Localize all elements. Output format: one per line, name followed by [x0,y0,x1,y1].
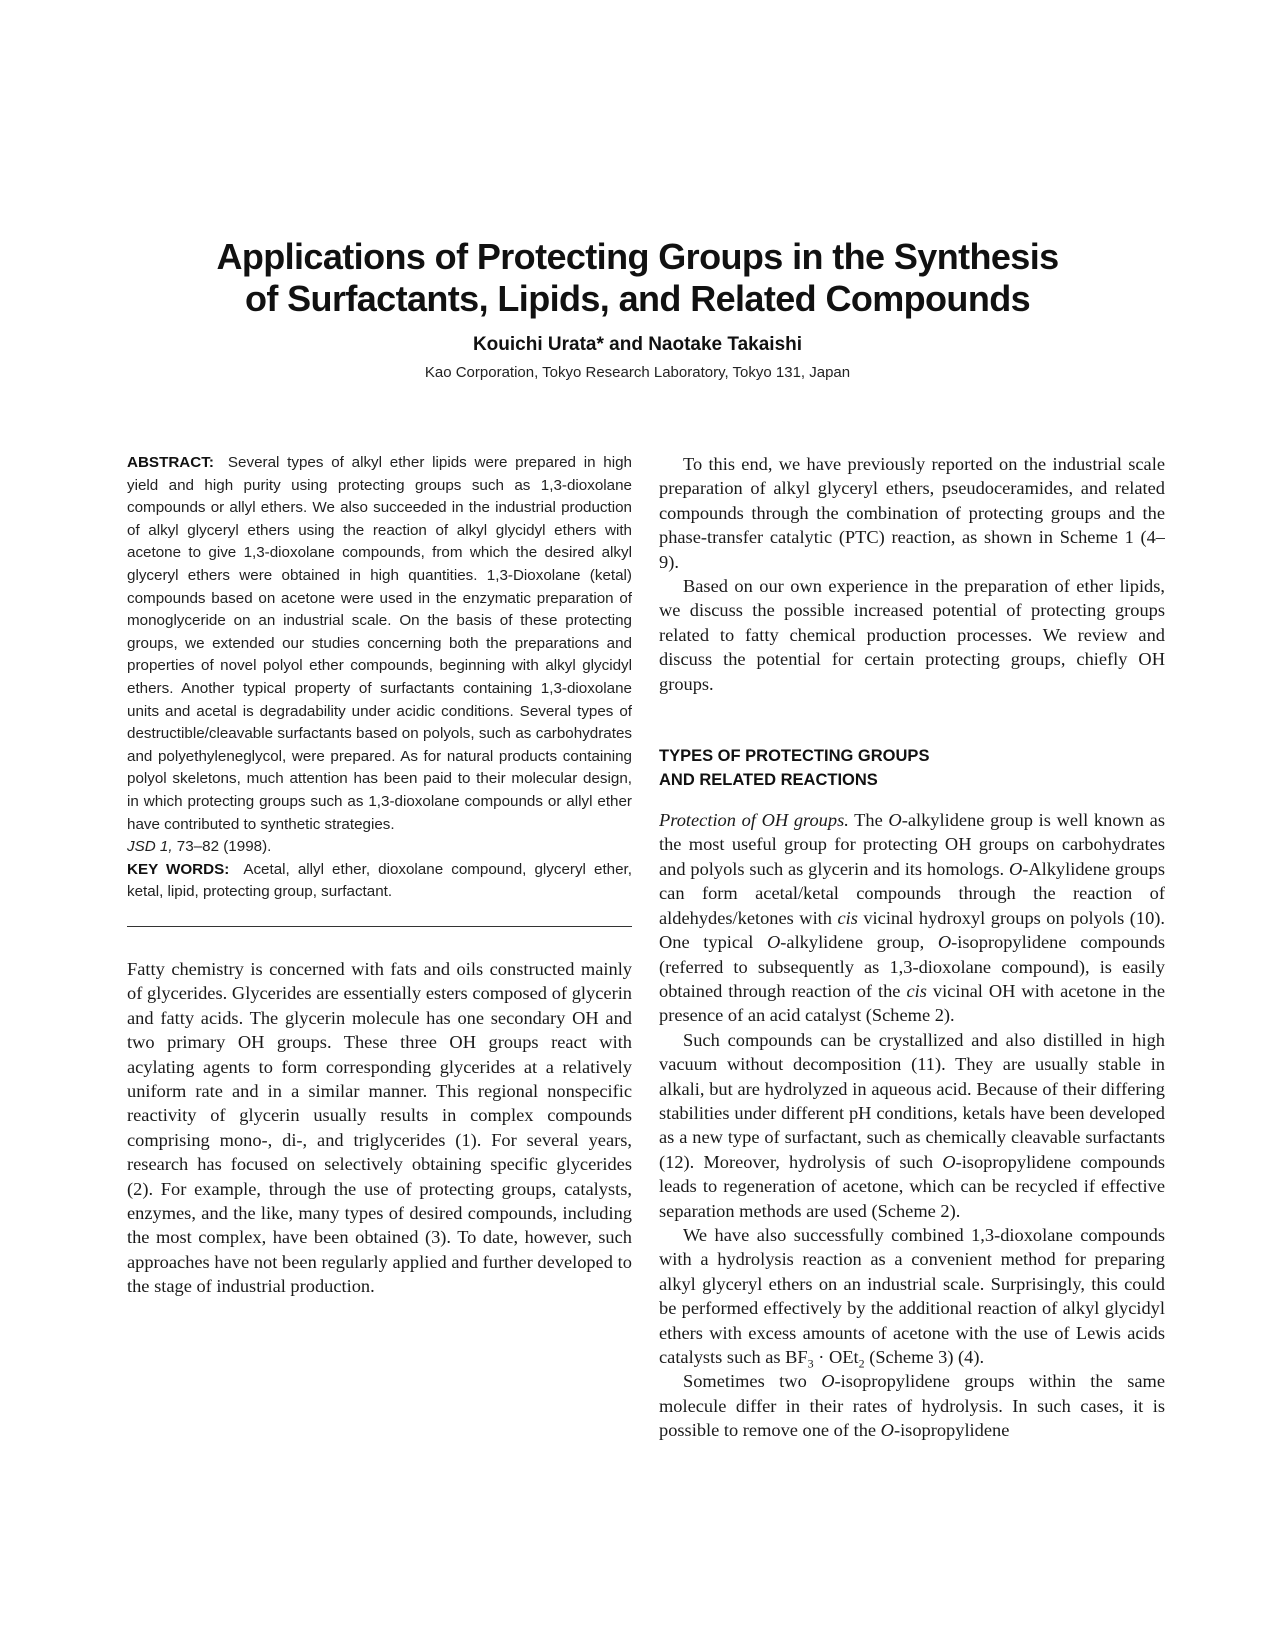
italic-cis: cis [837,907,858,928]
text-run: -alkylidene group is well known as the most useful group for protecting OH groups on carbohydrates and polyols such as glycerin and its homologs. [659,810,1165,879]
article-header [0,236,1275,381]
paragraph-scheme-1: To this end, we have previously reported on the industrial scale preparation of alkyl glyceryl ethers, pseudoceramides, and related compounds through the combination of protecting groups and the phase-transfer catalytic (PTC) reaction, as shown in Scheme 1 (4–9). [659,454,1165,572]
subscript: 2 [858,1356,865,1371]
citation-details: 73–82 (1998). [172,838,272,856]
italic-o: O [888,810,902,831]
affiliation: Kao Corporation, Tokyo Research Laboratory, Tokyo 131, Japan [424,364,851,381]
italic-o: O [880,1420,894,1441]
italic-o: O [942,1151,956,1172]
text-run: · OEt [813,1347,859,1367]
subheading-oh: Protection of OH groups. [659,810,849,831]
italic-o: O [937,932,952,953]
abstract [127,452,632,859]
italic-o: O [1008,858,1023,879]
text-run: We have also successfully combined 1,3-dioxolane compounds with a hydrolysis reaction as a convenient method for preparing alkyl glyceryl ethers on an industrial scale. Surprisingly, this could be performed effectively by the additional reaction of alkyl glycidyl ethers with excess amounts of acetone with the use of Lewis acids catalysts such as BF [659,1224,1165,1367]
section-heading-line-2: AND RELATED REACTIONS [659,771,878,790]
title-line-1: Applications of Protecting Groups in the Synthesis [216,236,1059,277]
text-run: -alkylidene group, [780,932,938,953]
paragraph-hydrolysis [659,1223,1165,1369]
text-run: -isopropylidene groups within the same molecule differ in their rates of hydrolysis. In such cases, it is possible to remove one of the [659,1371,1165,1441]
right-column [659,452,1165,1573]
text-run: (Scheme 3) (4). [864,1347,985,1367]
text-run: -isopropylidene [893,1420,1010,1441]
abstract-divider [127,926,632,927]
text-run: -isopropylidene compounds (referred to subsequently as 1,3-dioxolane compound), is easily obtained through reaction of the [659,932,1165,1001]
section-heading-line-1: TYPES OF PROTECTING GROUPS [659,747,930,766]
section-body [659,808,1165,1443]
abstract-label: ABSTRACT: [127,454,214,471]
article-title [0,236,1275,320]
intro-block [127,957,632,1299]
text-run: -isopropylidene compounds leads to regeneration of acetone, which can be recycled if effective separation methods are used (Scheme 2). [659,1151,1165,1221]
text-run: vicinal hydroxyl groups on polyols (10). One typical [659,907,1165,953]
text-run: The [848,810,889,831]
citation-journal: JSD 1, [127,838,173,856]
italic-o: O [821,1371,835,1392]
text-run: Sometimes two [683,1371,822,1392]
paragraph-experience: Based on our own experience in the preparation of ether lipids, we discuss the possible increased potential of protecting groups related to fatty chemical production processes. We review and discuss the potential for certain protecting groups, chiefly OH groups. [659,576,1165,694]
section-heading [659,744,1165,792]
abstract-block [127,452,632,904]
text-run: -Alkylidene groups can form acetal/ketal compounds through the reaction of aldehydes/ketones with [659,858,1165,928]
italic-cis: cis [906,980,927,1001]
keywords-label: KEY WORDS: [127,860,230,878]
left-column [127,452,632,1299]
title-line-2: of Surfactants, Lipids, and Related Compounds [244,278,1031,319]
intro-paragraph: Fatty chemistry is concerned with fats and oils constructed mainly of glycerides. Glycerides are essentially esters composed of glycerin and fatty acids. The glycerin molecule has one secondary OH and two primary OH groups. These three OH groups react with acylating agents to form corresponding glycerides at a relatively uniform rate and in a similar manner. This regional nonspecific reactivity of glycerin usually results in complex compounds comprising mono-, di-, and triglycerides (1). For several years, research has focused on selectively obtaining specific glycerides (2). For example, through the use of protecting groups, catalysts, enzymes, and the like, many types of desired compounds, including the most complex, have been obtained (3). To date, however, such approaches have not been regularly applied and further developed to the stage of industrial production. [127,958,632,1297]
italic-o: O [767,932,781,953]
keywords [127,859,632,904]
authors: Kouichi Urata* and Naotake Takaishi [472,334,803,355]
keywords-text: Acetal, allyl ether, dioxolane compound, glyceryl ether, ketal, lipid, protecting group, surfactant. [127,860,632,901]
paragraph-oh-protection [659,808,1165,1028]
paragraph-stability [659,1028,1165,1223]
right-body [659,452,1165,696]
abstract-text: Several types of alkyl ether lipids were prepared in high yield and high purity using protecting groups such as 1,3-dioxolane compounds or allyl ethers. We also succeeded in the industrial production of alkyl glyceryl ethers using the reaction of alkyl glycidyl ethers with acetone to give 1,3-dioxolane compounds, from which the desired alkyl glyceryl ethers were obtained in high quantities. 1,3-Dioxolane (ketal) compounds based on acetone were used in the enzymatic preparation of monoglyceride on an industrial scale. On the basis of these protecting groups, we extended our studies concerning both the preparations and properties of novel polyol ether compounds, beginning with alkyl glycidyl ethers. Another typical property of surfactants containing 1,3-dioxolane units and acetal is degradability under acidic conditions. Several types of destructible/cleavable surfactants based on polyols, such as carbohydrates and polyethyleneglycol, were prepared. As for natural products containing polyol skeletons, much attention has been paid to their molecular design, in which protecting groups such as 1,3-dioxolane compounds or allyl ether have contributed to synthetic strategies. [127,454,632,833]
paragraph-two-groups [659,1369,1165,1442]
text-run: vicinal OH with acetone in the presence of an acid catalyst (Scheme 2). [659,980,1165,1026]
subscript: 3 [807,1356,814,1371]
text-run: Such compounds can be crystallized and also distilled in high vacuum without decomposition (11). They are usually stable in alkali, but are hydrolyzed in aqueous acid. Because of their differing stabilities under different pH conditions, ketals have been developed as a new type of surfactant, such as chemically cleavable surfactants (12). Moreover, hydrolysis of such [659,1029,1165,1172]
